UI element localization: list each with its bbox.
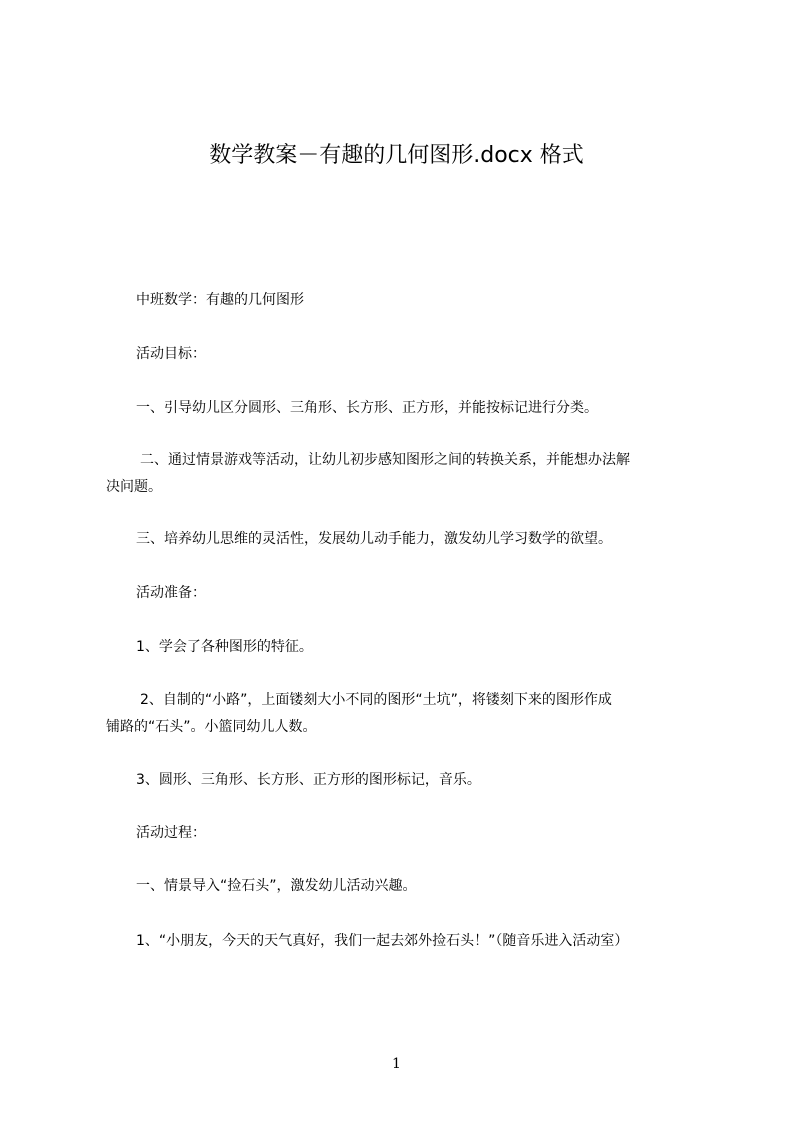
paragraph-goal-2-line-1: 二、通过情景游戏等活动，让幼儿初步感知图形之间的转换关系，并能想办法解 — [140, 452, 630, 468]
page-number: 1 — [392, 1056, 401, 1072]
paragraph-heading-process: 活动过程： — [136, 825, 206, 841]
paragraph-subtitle: 中班数学：有趣的几何图形 — [136, 292, 304, 308]
paragraph-heading-preparation: 活动准备： — [136, 585, 206, 601]
paragraph-prep-2-line-2: 铺路的“石头”。小篮同幼儿人数。 — [106, 719, 317, 735]
paragraph-prep-3: 3、圆形、三角形、长方形、正方形的图形标记，音乐。 — [136, 772, 481, 788]
paragraph-prep-1: 1、学会了各种图形的特征。 — [136, 639, 313, 655]
paragraph-heading-goals: 活动目标： — [136, 346, 206, 362]
paragraph-goal-3: 三、培养幼儿思维的灵活性，发展幼儿动手能力，激发幼儿学习数学的欲望。 — [136, 531, 612, 547]
paragraph-process-1-1: 1、“小朋友，今天的天气真好，我们一起去郊外捡石头！”（随音乐进入活动室） — [136, 933, 629, 949]
paragraph-goal-2-line-2: 决问题。 — [106, 479, 162, 495]
paragraph-goal-2 — [106, 447, 696, 501]
document-title: 数学教案－有趣的几何图形.docx 格式 — [209, 143, 584, 168]
paragraph-process-1: 一、情景导入“捡石头”，激发幼儿活动兴趣。 — [136, 878, 417, 894]
paragraph-prep-2 — [106, 687, 696, 741]
paragraph-goal-1: 一、引导幼儿区分圆形、三角形、长方形、正方形，并能按标记进行分类。 — [136, 400, 598, 416]
paragraph-prep-2-line-1: 2、自制的“小路”，上面镂刻大小不同的图形“土坑”，将镂刻下来的图形作成 — [140, 692, 612, 708]
